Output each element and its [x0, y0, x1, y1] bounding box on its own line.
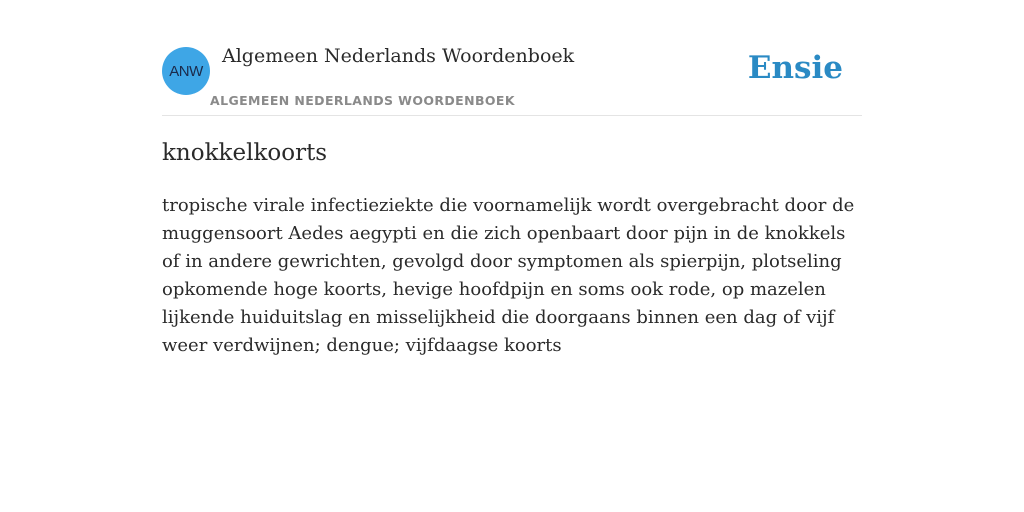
- headword: knokkelkoorts: [162, 140, 328, 166]
- definition-text: tropische virale infectieziekte die voornamelijk wordt overgebracht door de muggensoort Aedes aegypti en die zich openbaart door pijn in de knokkels of in andere gewrichten, gevolgd door symptomen als spierpijn, plotseling opkomende hoge koorts, hevige hoofdpijn en soms ook rode, op mazelen lijkende huiduitslag en misselijkheid die doorgaans binnen een dag of vijf weer verdwijnen; dengue; vijfdaagse koorts: [162, 195, 855, 356]
- entry-page: [162, 0, 862, 512]
- dictionary-avatar[interactable]: [162, 47, 210, 95]
- page-header: [162, 0, 862, 116]
- ensie-logo[interactable]: Ensie: [747, 50, 843, 86]
- dictionary-subtitle: ALGEMEEN NEDERLANDS WOORDENBOEK: [210, 93, 515, 108]
- avatar-text: ANW: [169, 62, 203, 80]
- dictionary-name[interactable]: Algemeen Nederlands Woordenboek: [222, 45, 575, 67]
